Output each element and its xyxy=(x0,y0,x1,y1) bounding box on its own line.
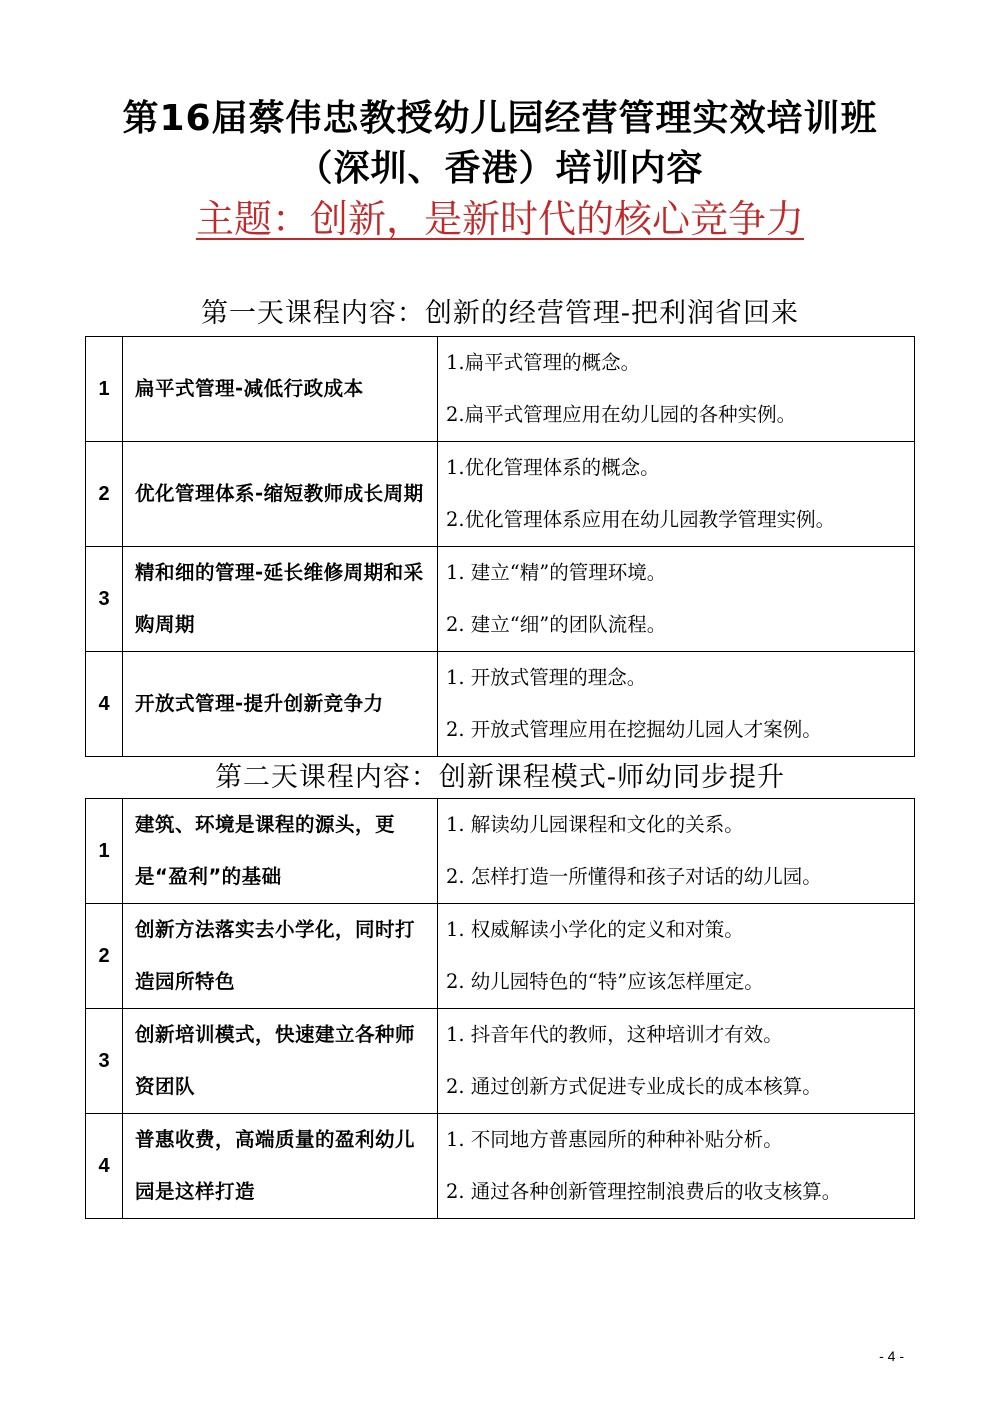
row-number: 3 xyxy=(86,547,123,652)
point-item: 1. 建立“精”的管理环境。 xyxy=(446,561,667,584)
point-item: 1. 开放式管理的理念。 xyxy=(446,666,647,689)
row-number: 3 xyxy=(86,1009,123,1114)
table-row xyxy=(86,442,915,547)
row-points xyxy=(438,337,915,442)
document-title: 第16届蔡伟忠教授幼儿园经营管理实效培训班 xyxy=(122,98,878,139)
table-row xyxy=(86,799,915,904)
row-points xyxy=(438,799,915,904)
point-item: 2. 幼儿园特色的“特”应该怎样厘定。 xyxy=(446,970,764,993)
point-item: 1. 不同地方普惠园所的种种补贴分析。 xyxy=(446,1128,783,1151)
row-topic: 建筑、环境是课程的源头，更是“盈利”的基础 xyxy=(123,799,438,904)
row-topic: 创新培训模式，快速建立各种师资团队 xyxy=(123,1009,438,1114)
point-item: 1.优化管理体系的概念。 xyxy=(446,456,660,479)
row-number: 2 xyxy=(86,904,123,1009)
point-item: 2. 开放式管理应用在挖掘幼儿园人才案例。 xyxy=(446,718,822,741)
day1-heading: 第一天课程内容：创新的经营管理-把利润省回来 xyxy=(200,298,800,329)
row-number: 1 xyxy=(86,799,123,904)
point-item: 2.扁平式管理应用在幼儿园的各种实例。 xyxy=(446,403,797,426)
row-topic: 开放式管理-提升创新竞争力 xyxy=(123,652,438,757)
row-number: 4 xyxy=(86,1114,123,1219)
table-row xyxy=(86,547,915,652)
row-number: 2 xyxy=(86,442,123,547)
point-item: 2. 通过各种创新管理控制浪费后的收支核算。 xyxy=(446,1180,842,1203)
point-item: 2. 通过创新方式促进专业成长的成本核算。 xyxy=(446,1075,822,1098)
row-number: 1 xyxy=(86,337,123,442)
row-topic: 扁平式管理-减低行政成本 xyxy=(123,337,438,442)
row-topic: 普惠收费，高端质量的盈利幼儿园是这样打造 xyxy=(123,1114,438,1219)
row-topic: 精和细的管理-延长维修周期和采购周期 xyxy=(123,547,438,652)
row-points xyxy=(438,1114,915,1219)
point-item: 1. 抖音年代的教师，这种培训才有效。 xyxy=(446,1023,783,1046)
point-item: 1. 权威解读小学化的定义和对策。 xyxy=(446,918,744,941)
row-points xyxy=(438,652,915,757)
table-row xyxy=(86,904,915,1009)
day2-heading: 第二天课程内容：创新课程模式-师幼同步提升 xyxy=(214,762,786,793)
row-number: 4 xyxy=(86,652,123,757)
point-item: 2. 怎样打造一所懂得和孩子对话的幼儿园。 xyxy=(446,865,822,888)
document-subtitle: （深圳、香港）培训内容 xyxy=(296,148,704,189)
point-item: 2. 建立“细”的团队流程。 xyxy=(446,613,667,636)
table-row xyxy=(86,1009,915,1114)
point-item: 1.扁平式管理的概念。 xyxy=(446,351,641,374)
point-item: 1. 解读幼儿园课程和文化的关系。 xyxy=(446,813,744,836)
point-item: 2.优化管理体系应用在幼儿园教学管理实例。 xyxy=(446,508,836,531)
day1-table xyxy=(85,336,915,757)
page-number: - 4 - xyxy=(879,1348,904,1364)
theme-text: 主题：创新，是新时代的核心竞争力 xyxy=(195,197,804,241)
row-points xyxy=(438,442,915,547)
day2-table xyxy=(85,798,915,1219)
row-topic: 优化管理体系-缩短教师成长周期 xyxy=(123,442,438,547)
row-topic: 创新方法落实去小学化，同时打造园所特色 xyxy=(123,904,438,1009)
row-points xyxy=(438,904,915,1009)
table-row xyxy=(86,652,915,757)
table-row xyxy=(86,337,915,442)
row-points xyxy=(438,547,915,652)
theme-line xyxy=(0,192,1000,246)
table-row xyxy=(86,1114,915,1219)
row-points xyxy=(438,1009,915,1114)
